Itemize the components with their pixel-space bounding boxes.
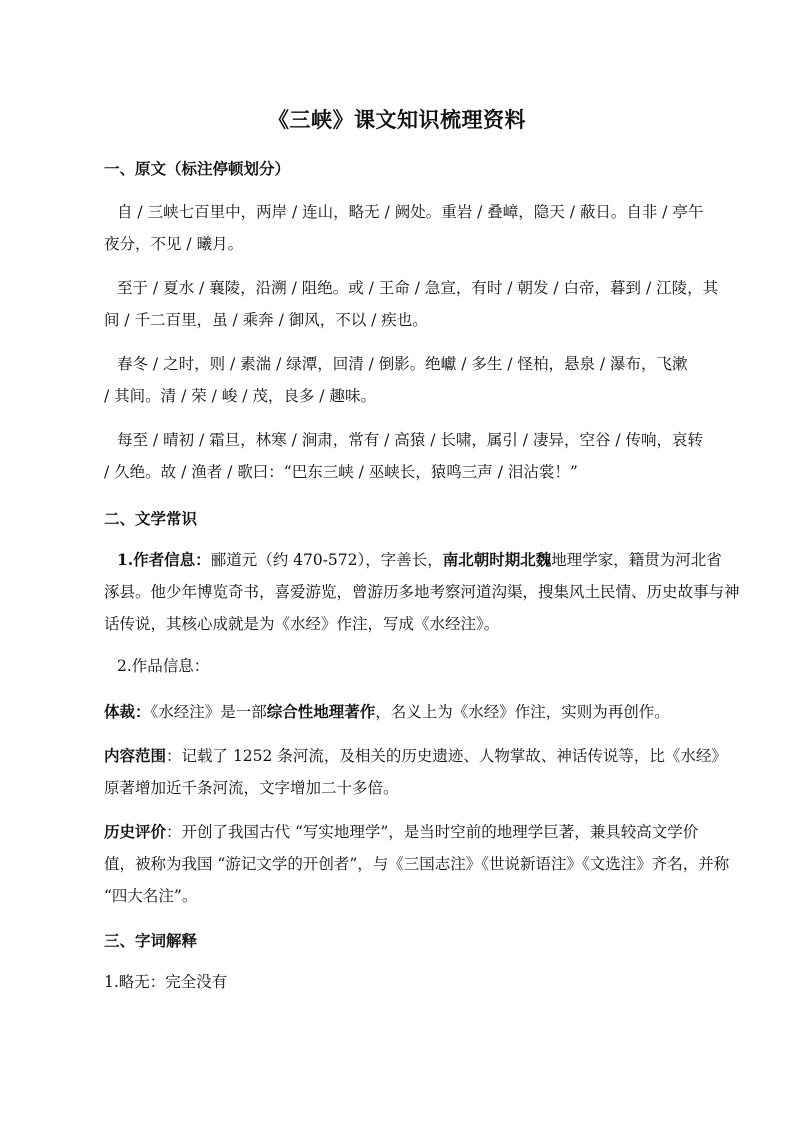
genre-label: 体裁： — [104, 702, 151, 721]
text-line: 间 / 千二百里，虽 / 乘奔 / 御风，不以 / 疾也。 — [104, 311, 428, 329]
content-label: 内容范围 — [104, 746, 167, 765]
work-content — [104, 740, 727, 804]
text-line: / 其间。清 / 荣 / 峻 / 茂，良多 / 趣味。 — [104, 387, 376, 405]
text-line — [104, 740, 727, 772]
evaluation-text: ：开创了我国古代 “写实地理学”，是当时空前的地理学巨著，兼具较高文学价 — [166, 823, 699, 841]
paragraph-1 — [104, 196, 720, 260]
genre-bold: 综合性地理著作 — [266, 702, 376, 721]
word-item — [104, 966, 720, 998]
paragraph-4 — [104, 424, 720, 488]
genre-text: 《水经注》是一部 — [150, 703, 267, 721]
text-line: 自 / 三峡七百里中，两岸 / 连山，略无 / 阙处。重岩 / 叠嶂，隐天 / 蔽日。自非 / 亭午 — [117, 203, 704, 221]
text-line: 每至 / 晴初 / 霜旦，林寒 / 涧肃，常有 / 高猿 / 长啸，属引 / 凄异，空谷 / 传响，哀转 — [117, 431, 704, 449]
work-genre — [104, 696, 720, 728]
text-line — [104, 544, 720, 576]
work-evaluation — [104, 816, 730, 912]
section-heading-original-text: 一、原文（标注停顿划分） — [104, 159, 291, 178]
section-heading-word-explanation: 三、字词解释 — [104, 931, 198, 950]
text-line — [104, 816, 720, 848]
author-info-text: 地理学家，籍贯为河北省 — [551, 551, 722, 569]
section-heading-literary-knowledge: 二、文学常识 — [104, 509, 198, 528]
text-line — [104, 696, 720, 728]
text-line: 1.略无：完全没有 — [104, 973, 228, 991]
page-title: 《三峡》课文知识梳理资料 — [268, 107, 526, 132]
text-line: “四大名注”。 — [104, 887, 198, 905]
evaluation-label: 历史评价 — [104, 822, 167, 841]
text-line: 至于 / 夏水 / 襄陵，沿溯 / 阻绝。或 / 王命 / 急宣，有时 / 朝发 / 白帝，暮到 / 江陵，其 — [117, 279, 719, 297]
work-info-label — [104, 650, 720, 682]
paragraph-3 — [104, 348, 720, 412]
text-line: 夜分，不见 / 曦月。 — [104, 235, 244, 253]
text-line: 值，被称为我国 “游记文学的开创者”，与《三国志注》《世说新语注》《文选注》齐名，并称 — [104, 855, 730, 873]
text-line: 春冬 / 之时，则 / 素湍 / 绿潭，回清 / 倒影。绝巘 / 多生 / 怪柏，悬泉 / 瀑布，飞漱 — [117, 355, 688, 373]
genre-text: ，名义上为《水经》作注，实则为再创作。 — [375, 703, 670, 721]
author-info-label: 1.作者信息： — [117, 550, 211, 569]
author-dynasty: 南北朝时期北魏 — [442, 550, 552, 569]
paragraph-2 — [104, 272, 720, 336]
text-line: 2.作品信息： — [117, 657, 210, 675]
content-text: ：记载了 1252 条河流，及相关的历史遗迹、人物掌故、神话传说等，比《水经》 — [166, 747, 727, 765]
author-info — [104, 544, 740, 640]
text-line: 原著增加近千条河流，文字增加二十多倍。 — [104, 779, 399, 797]
text-line: 话传说，其核心成就是为《水经》作注，写成《水经注》。 — [104, 615, 500, 633]
text-line: 涿县。他少年博览奇书，喜爱游览，曾游历多地考察河道沟渠，搜集风土民情、历史故事与神 — [104, 583, 740, 601]
text-line: / 久绝。故 / 渔者 / 歌曰：“巴东三峡 / 巫峡长，猿鸣三声 / 泪沾裳！” — [104, 463, 578, 481]
author-info-text: 郦道元（约 470-572），字善长， — [210, 551, 443, 569]
